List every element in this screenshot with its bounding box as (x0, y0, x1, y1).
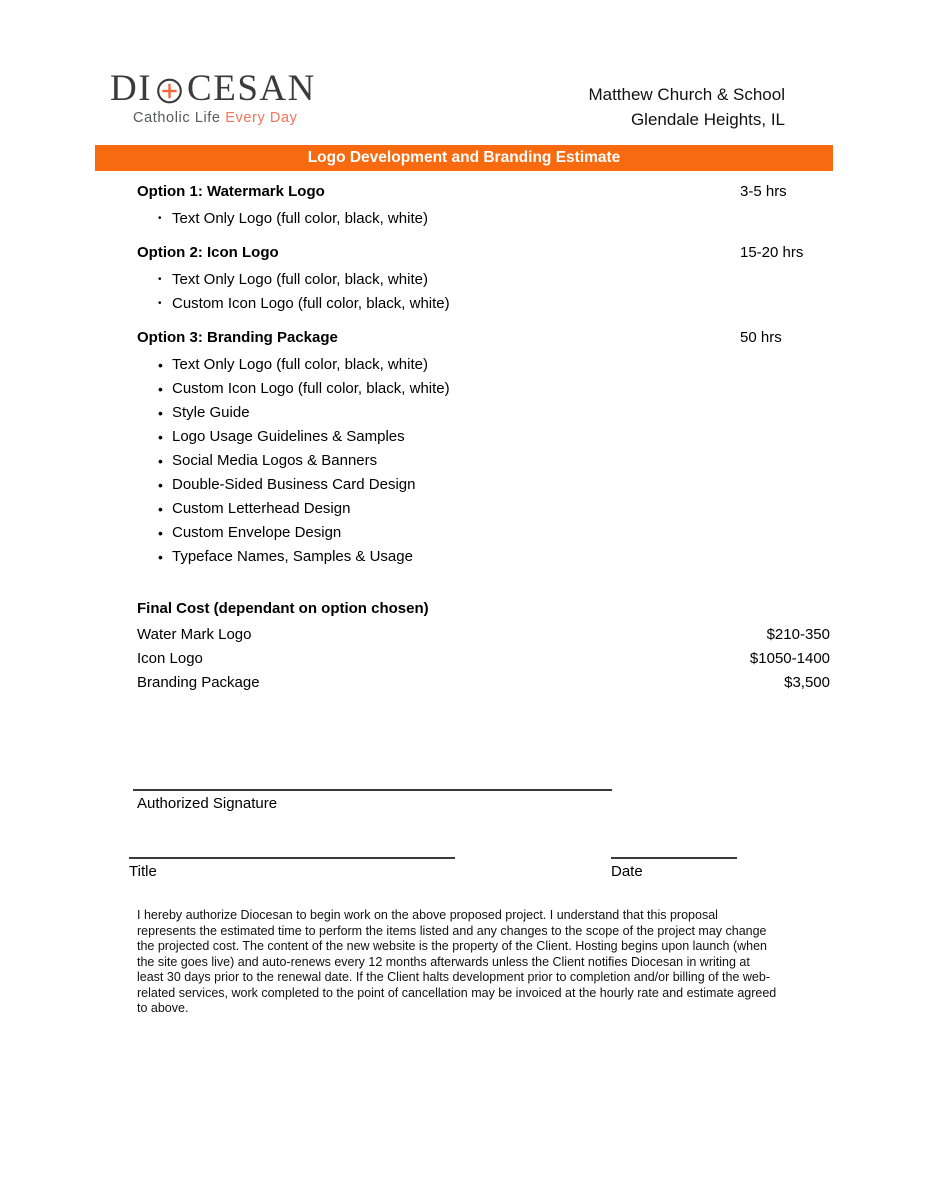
bullet-item (137, 449, 830, 473)
cost-value: $1050-1400 (749, 650, 830, 667)
cost-label: Branding Package (137, 674, 260, 691)
option-hours: 3-5 hrs (740, 183, 787, 200)
bullet-item (137, 207, 830, 231)
bullet-item-text: Text Only Logo (full color, black, white) (172, 356, 428, 373)
bullet-item (137, 353, 830, 377)
cost-rows (137, 623, 830, 695)
cross-circle-icon (155, 76, 184, 105)
bullet-item (137, 497, 830, 521)
option-section-1 (137, 183, 830, 231)
bullet-item-text: Double-Sided Business Card Design (172, 476, 416, 493)
bullet-icon: • (158, 298, 162, 309)
bullet-icon: • (158, 501, 163, 517)
option-heading (137, 183, 830, 201)
bullet-item-text: Custom Icon Logo (full color, black, white) (172, 295, 450, 312)
tagline-orange-text: Every Day (225, 110, 298, 126)
bullet-item (137, 425, 830, 449)
tagline-gray-text: Catholic Life (133, 110, 221, 126)
option-heading-text: Option 1: Watermark Logo (137, 183, 325, 200)
bullet-icon: • (158, 477, 163, 493)
bullet-item (137, 377, 830, 401)
title-field (129, 857, 455, 881)
wordmark-text-right: CESAN (187, 68, 316, 109)
option-hours: 15-20 hrs (740, 244, 804, 261)
bullet-item-text: Text Only Logo (full color, black, white) (172, 271, 428, 288)
cost-row (137, 671, 830, 695)
authorized-signature-line (133, 789, 612, 791)
bullet-icon: • (158, 213, 162, 224)
bullet-icon: • (158, 274, 162, 285)
title-date-row (129, 857, 830, 881)
diocesan-logo (110, 70, 316, 126)
bullet-item (137, 292, 830, 316)
bullet-icon: • (158, 429, 163, 445)
logo-tagline (110, 110, 316, 126)
cost-row (137, 647, 830, 671)
bullet-item-text: Logo Usage Guidelines & Samples (172, 428, 405, 445)
bullet-item-text: Custom Envelope Design (172, 524, 342, 541)
bullet-icon: • (158, 357, 163, 373)
client-name: Matthew Church & School (588, 85, 785, 104)
bullet-item (137, 521, 830, 545)
client-location: Glendale Heights, IL (630, 110, 785, 129)
cost-value: $210-350 (766, 626, 830, 643)
bullet-item-text: Typeface Names, Samples & Usage (172, 548, 413, 565)
option-hours: 50 hrs (740, 329, 782, 346)
bullet-icon: • (158, 549, 163, 565)
title-label: Title (129, 863, 157, 880)
option-heading (137, 244, 830, 262)
final-cost-section (137, 600, 830, 695)
options-list (137, 183, 830, 569)
bullet-icon: • (158, 525, 163, 541)
document-title-banner (95, 145, 833, 171)
final-cost-heading: Final Cost (dependant on option chosen) (137, 600, 429, 617)
wordmark-text-left: DI (110, 68, 153, 109)
legal-paragraph: I hereby authorize Diocesan to begin work on the above proposed project. I understand that this proposal represents the estimated time to perform the items listed and any changes to the scope of the project may change the projected cost. The content of the new website is the property of the Client. Hosting begins upon launch (when the site goes live) and auto-renews every 12 months afterwards unless the Client notifies Diocesan in writing at least 30 days prior to the renewal date. If the Client halts development prior to completion and/or billing of the web-related services, work completed to the point of cancellation may be invoiced at the hourly rate and estimate agreed to above. (137, 908, 777, 1015)
bullet-icon: • (158, 453, 163, 469)
bullet-icon: • (158, 405, 163, 421)
bullet-item (137, 401, 830, 425)
bullet-item (137, 473, 830, 497)
date-field (611, 857, 737, 881)
bullet-icon: • (158, 381, 163, 397)
document-title: Logo Development and Branding Estimate (307, 149, 621, 166)
client-info (588, 82, 785, 132)
option-heading (137, 329, 830, 347)
date-line (611, 857, 737, 859)
cost-label: Icon Logo (137, 650, 203, 667)
option-heading-text: Option 3: Branding Package (137, 329, 338, 346)
bullet-item-text: Style Guide (172, 404, 250, 421)
date-label: Date (611, 863, 643, 880)
bullet-item-text: Custom Letterhead Design (172, 500, 351, 517)
title-line (129, 857, 455, 859)
bullet-item-text: Text Only Logo (full color, black, white) (172, 210, 428, 227)
option-section-3 (137, 329, 830, 569)
diocesan-wordmark (110, 70, 316, 108)
document-body (129, 183, 830, 1017)
bullet-item-text: Custom Icon Logo (full color, black, white) (172, 380, 450, 397)
authorized-signature-label: Authorized Signature (137, 795, 278, 812)
option-section-2 (137, 244, 830, 316)
cost-row (137, 623, 830, 647)
option-heading-text: Option 2: Icon Logo (137, 244, 279, 261)
bullet-item (137, 545, 830, 569)
cost-value: $3,500 (784, 674, 830, 691)
bullet-item (137, 268, 830, 292)
bullet-item-text: Social Media Logos & Banners (172, 452, 378, 469)
cost-label: Water Mark Logo (137, 626, 252, 643)
signature-section (137, 789, 830, 813)
